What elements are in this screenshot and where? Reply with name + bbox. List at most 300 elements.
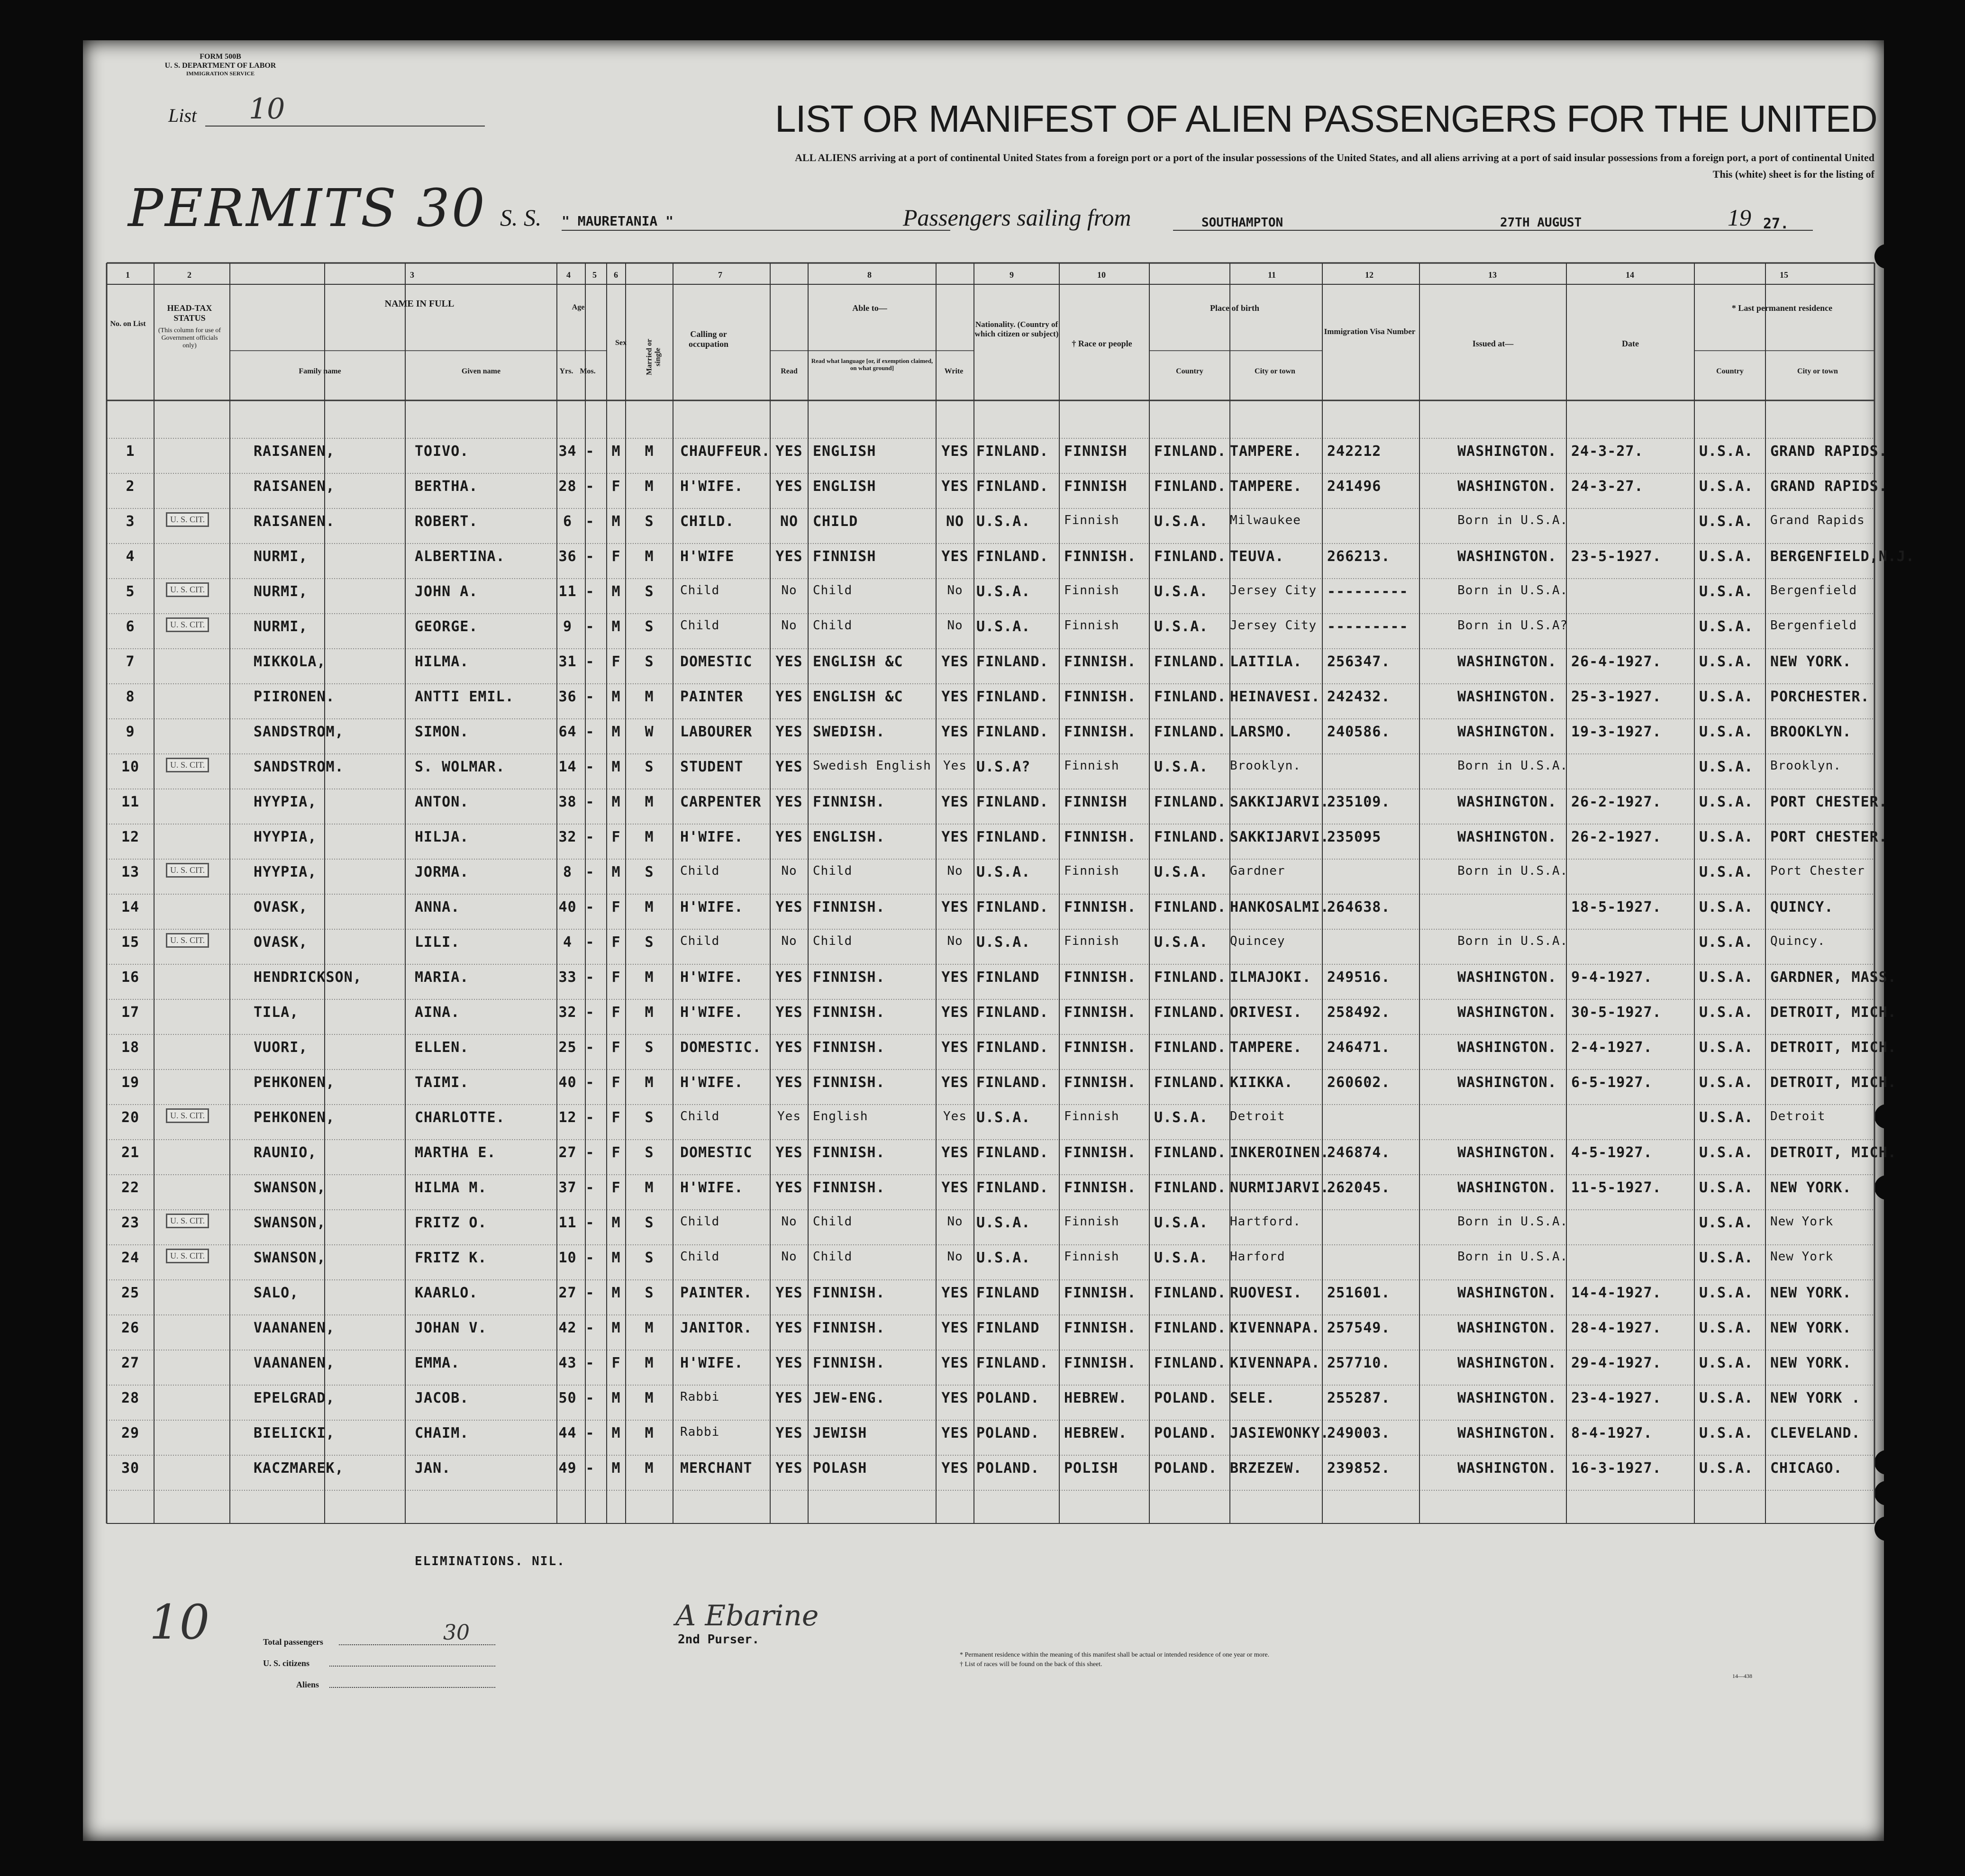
cell-rcity: PORT CHESTER. (1770, 794, 1888, 810)
cell-race: Finnish (1064, 864, 1119, 878)
cell-race: FINNISH (1064, 478, 1128, 495)
cell-ms: S (645, 1144, 654, 1161)
cell-visa: 264638. (1327, 899, 1391, 915)
cell-calling: H'WIFE. (680, 1074, 744, 1091)
column-number: 9 (1010, 270, 1014, 280)
cell-vdate: 23-5-1927. (1571, 548, 1662, 565)
cell-rcity: Port Chester (1770, 864, 1865, 878)
cell-write: YES (941, 794, 969, 810)
cell-race: FINNISH. (1064, 1074, 1137, 1091)
cell-given: JACOB. (415, 1390, 469, 1406)
cell-vdate: 24-3-27. (1571, 443, 1644, 460)
cell-nat: FINLAND. (976, 548, 1049, 565)
cell-no: 18 (121, 1039, 140, 1056)
cell-lang: ENGLISH &C (813, 689, 903, 705)
header-residence: * Last permanent residence (1731, 303, 1833, 313)
cell-lang: Child (813, 1250, 853, 1264)
cell-write: Yes (943, 759, 967, 773)
cell-read: YES (775, 548, 803, 565)
header-issued: Issued at— (1472, 339, 1514, 348)
cell-calling: H'WIFE. (680, 1179, 744, 1196)
cell-family: NURMI, (254, 618, 308, 635)
cell-bcountry: U.S.A. (1154, 759, 1209, 775)
cell-no: 9 (126, 724, 135, 740)
cell-nat: U.S.A. (976, 583, 1031, 600)
cell-rcountry: U.S.A. (1699, 1074, 1754, 1091)
departure-port: SOUTHAMPTON (1201, 216, 1283, 230)
cell-ms: M (645, 1004, 654, 1021)
form-number: FORM 500B (200, 53, 241, 61)
cell-read: No (781, 934, 797, 948)
cell-issued: WASHINGTON. (1457, 1460, 1557, 1477)
cell-write: No (947, 1214, 963, 1229)
cell-no: 7 (126, 653, 135, 670)
cell-given: GEORGE. (415, 618, 478, 635)
cell-no: 27 (121, 1355, 140, 1371)
cell-race: Finnish (1064, 1214, 1119, 1229)
cell-no: 5 (126, 583, 135, 600)
cell-mos: - (585, 618, 595, 635)
cell-rcity: BERGENFIELD,N.J. (1770, 548, 1915, 565)
cell-bcity: KIVENNAPA. (1230, 1355, 1320, 1371)
cell-mos: - (585, 899, 595, 915)
cell-bcountry: U.S.A. (1154, 1109, 1209, 1126)
us-citizen-stamp: U. S. CIT. (166, 1249, 209, 1263)
header-birth-country: Country (1176, 367, 1203, 375)
cell-no: 28 (121, 1390, 140, 1406)
cell-yrs: 37 (558, 1179, 577, 1196)
cell-bcountry: FINLAND. (1154, 724, 1227, 740)
cell-read: YES (775, 1144, 803, 1161)
us-citizen-stamp: U. S. CIT. (166, 512, 209, 527)
cell-bcountry: FINLAND. (1154, 1144, 1227, 1161)
cell-read: YES (775, 443, 803, 460)
cell-bcity: TAMPERE. (1230, 443, 1302, 460)
cell-rcity: CHICAGO. (1770, 1460, 1843, 1477)
cell-given: KAARLO. (415, 1285, 478, 1301)
cell-nat: U.S.A. (976, 1109, 1031, 1126)
cell-rcountry: U.S.A. (1699, 689, 1754, 705)
cell-mos: - (585, 548, 595, 565)
cell-nat: U.S.A. (976, 934, 1031, 951)
cell-calling: Rabbi (680, 1390, 720, 1404)
aliens-dots (329, 1687, 495, 1688)
cell-rcountry: U.S.A. (1699, 548, 1754, 565)
cell-mos: - (585, 583, 595, 600)
cell-no: 10 (121, 759, 140, 775)
cell-issued: WASHINGTON. (1457, 1039, 1557, 1056)
cell-lang: Child (813, 864, 853, 878)
cell-mos: - (585, 1214, 595, 1231)
cell-mos: - (585, 864, 595, 880)
cell-bcity: TEUVA. (1230, 548, 1284, 565)
cell-bcountry: U.S.A. (1154, 934, 1209, 951)
cell-visa: 257710. (1327, 1355, 1391, 1371)
cell-write: NO (946, 513, 964, 530)
header-date: Date (1622, 339, 1639, 348)
cell-lang: FINNISH. (813, 899, 885, 915)
cell-mos: - (585, 1460, 595, 1477)
cell-family: HYYPIA, (254, 829, 317, 845)
cell-ms: S (645, 1039, 654, 1056)
cell-yrs: 36 (558, 689, 577, 705)
cell-race: FINNISH. (1064, 1320, 1137, 1336)
cell-race: FINNISH. (1064, 724, 1137, 740)
cell-rcountry: U.S.A. (1699, 478, 1754, 495)
cell-sex: M (611, 724, 621, 740)
us-citizen-stamp: U. S. CIT. (166, 617, 209, 632)
cell-rcountry: U.S.A. (1699, 864, 1754, 880)
cell-race: FINNISH. (1064, 1144, 1137, 1161)
cell-ms: M (645, 478, 654, 495)
cell-nat: FINLAND. (976, 794, 1049, 810)
cell-nat: U.S.A. (976, 618, 1031, 635)
header-headtax-note: (This column for use of Government officials only) (158, 327, 221, 350)
cell-no: 26 (121, 1320, 140, 1336)
cell-lang: FINNISH. (813, 1179, 885, 1196)
cell-lang: FINNISH. (813, 1074, 885, 1091)
footnote-races: † List of races will be found on the back of this sheet. (960, 1661, 1102, 1668)
cell-nat: POLAND. (976, 1390, 1040, 1406)
cell-bcity: Jersey City (1230, 583, 1317, 598)
cell-nat: FINLAND. (976, 478, 1049, 495)
cell-race: FINNISH (1064, 443, 1128, 460)
cell-mos: - (585, 794, 595, 810)
cell-calling: PAINTER. (680, 1285, 753, 1301)
cell-sex: M (611, 864, 621, 880)
cell-calling: PAINTER (680, 689, 744, 705)
cell-vdate: 4-5-1927. (1571, 1144, 1653, 1161)
cell-lang: JEWISH (813, 1425, 867, 1441)
cell-nat: FINLAND. (976, 1144, 1049, 1161)
cell-race: FINNISH. (1064, 689, 1137, 705)
cell-vdate: 11-5-1927. (1571, 1179, 1662, 1196)
cell-rcountry: U.S.A. (1699, 1039, 1754, 1056)
header-yrs: Yrs. (559, 367, 573, 375)
cell-rcity: Detroit (1770, 1109, 1826, 1124)
cell-rcountry: U.S.A. (1699, 1355, 1754, 1371)
cell-calling: H'WIFE. (680, 1355, 744, 1371)
cell-issued: WASHINGTON. (1457, 548, 1557, 565)
cell-read: YES (775, 969, 803, 986)
cell-no: 30 (121, 1460, 140, 1477)
cell-race: HEBREW. (1064, 1425, 1128, 1441)
cell-given: S. WOLMAR. (415, 759, 505, 775)
cell-ms: M (645, 1355, 654, 1371)
cell-yrs: 44 (558, 1425, 577, 1441)
cell-calling: STUDENT (680, 759, 744, 775)
cell-given: MARIA. (415, 969, 469, 986)
cell-sex: M (611, 1320, 621, 1336)
cell-bcity: BRZEZEW. (1230, 1460, 1302, 1477)
cell-issued: Born in U.S.A. (1457, 1250, 1568, 1264)
cell-no: 6 (126, 618, 135, 635)
cell-bcountry: FINLAND. (1154, 1179, 1227, 1196)
cell-yrs: 64 (558, 724, 577, 740)
cell-no: 19 (121, 1074, 140, 1091)
cell-no: 22 (121, 1179, 140, 1196)
cell-rcountry: U.S.A. (1699, 1250, 1754, 1266)
cell-nat: FINLAND. (976, 443, 1049, 460)
cell-family: SALO, (254, 1285, 299, 1301)
cell-calling: LABOURER (680, 724, 753, 740)
cell-bcity: KIVENNAPA. (1230, 1320, 1320, 1336)
cell-lang: JEW-ENG. (813, 1390, 885, 1406)
cell-write: YES (941, 1179, 969, 1196)
cell-family: NURMI, (254, 548, 308, 565)
cell-no: 8 (126, 689, 135, 705)
cell-given: TAIMI. (415, 1074, 469, 1091)
cell-bcountry: U.S.A. (1154, 1214, 1209, 1231)
eliminations: ELIMINATIONS. NIL. (415, 1554, 565, 1568)
cell-issued: Born in U.S.A. (1457, 513, 1568, 527)
cell-nat: FINLAND. (976, 899, 1049, 915)
cell-ms: M (645, 548, 654, 565)
cell-lang: FINNISH. (813, 1320, 885, 1336)
cell-write: YES (941, 1460, 969, 1477)
cell-yrs: 8 (563, 864, 573, 880)
cell-sex: M (611, 1214, 621, 1231)
cell-family: EPELGRAD, (254, 1390, 335, 1406)
cell-issued: Born in U.S.A? (1457, 618, 1568, 633)
cell-yrs: 28 (558, 478, 577, 495)
cell-ms: M (645, 1425, 654, 1441)
cell-given: ANTTI EMIL. (415, 689, 514, 705)
cell-mos: - (585, 1425, 595, 1441)
cell-rcity: Grand Rapids (1770, 513, 1865, 527)
column-number: 13 (1488, 270, 1497, 280)
cell-given: JAN. (415, 1460, 451, 1477)
cell-sex: F (611, 1355, 621, 1371)
cell-bcity: Detroit (1230, 1109, 1285, 1124)
cell-rcountry: U.S.A. (1699, 1285, 1754, 1301)
column-number: 14 (1626, 270, 1634, 280)
cell-rcountry: U.S.A. (1699, 1320, 1754, 1336)
departure-date: 27TH AUGUST (1500, 216, 1582, 230)
us-citizen-stamp: U. S. CIT. (166, 933, 209, 948)
cell-family: HYYPIA, (254, 864, 317, 880)
cell-rcountry: U.S.A. (1699, 1109, 1754, 1126)
cell-write: YES (941, 653, 969, 670)
header-able: Able to— (852, 303, 887, 313)
cell-vdate: 6-5-1927. (1571, 1074, 1653, 1091)
cell-yrs: 27 (558, 1285, 577, 1301)
cell-mos: - (585, 478, 595, 495)
cell-mos: - (585, 829, 595, 845)
cell-nat: FINLAND. (976, 1179, 1049, 1196)
cell-vdate: 26-4-1927. (1571, 653, 1662, 670)
cell-issued: Born in U.S.A. (1457, 1214, 1568, 1229)
header-no: No. on List (110, 320, 146, 328)
cell-sex: F (611, 1039, 621, 1056)
cell-issued: WASHINGTON. (1457, 1074, 1557, 1091)
cell-calling: DOMESTIC (680, 653, 753, 670)
cell-yrs: 10 (558, 1250, 577, 1266)
column-number: 3 (410, 270, 414, 280)
cell-ms: M (645, 969, 654, 986)
cell-bcountry: U.S.A. (1154, 864, 1209, 880)
cell-mos: - (585, 934, 595, 951)
cell-bcountry: FINLAND. (1154, 969, 1227, 986)
cell-sex: M (611, 618, 621, 635)
cell-rcountry: U.S.A. (1699, 969, 1754, 986)
cell-vdate: 30-5-1927. (1571, 1004, 1662, 1021)
cell-given: EMMA. (415, 1355, 460, 1371)
cell-ms: M (645, 1320, 654, 1336)
cell-read: YES (775, 1460, 803, 1477)
cell-family: MIKKOLA, (254, 653, 326, 670)
cell-rcity: BROOKLYN. (1770, 724, 1852, 740)
cell-given: JOHAN V. (415, 1320, 487, 1336)
cell-sex: M (611, 1285, 621, 1301)
cell-nat: FINLAND (976, 1285, 1040, 1301)
us-citizen-stamp: U. S. CIT. (166, 1214, 209, 1228)
cell-rcity: DETROIT, MICH. (1770, 1074, 1897, 1091)
cell-no: 15 (121, 934, 140, 951)
cell-nat: U.S.A. (976, 513, 1031, 530)
header-read-lang: Read what language [or, if exemption claimed, on what ground] (811, 357, 933, 372)
cell-bcountry: U.S.A. (1154, 583, 1209, 600)
cell-family: KACZMAREK, (254, 1460, 344, 1477)
cell-given: BERTHA. (415, 478, 478, 495)
cell-yrs: 9 (563, 618, 573, 635)
header-nationality: Nationality. (Country of which citizen or subject) (974, 320, 1059, 338)
cell-visa: --------- (1327, 583, 1409, 600)
cell-bcity: Milwaukee (1230, 513, 1301, 527)
cell-ms: S (645, 583, 654, 600)
service: IMMIGRATION SERVICE (186, 70, 255, 77)
cell-nat: FINLAND. (976, 1074, 1049, 1091)
cell-calling: DOMESTIC (680, 1144, 753, 1161)
cell-yrs: 25 (558, 1039, 577, 1056)
cell-mos: - (585, 1109, 595, 1126)
cell-race: Finnish (1064, 618, 1119, 633)
cell-read: No (781, 1250, 797, 1264)
cell-rcity: Bergenfield (1770, 583, 1857, 598)
cell-ms: M (645, 1074, 654, 1091)
cell-race: Finnish (1064, 1250, 1119, 1264)
cell-rcity: Quincy. (1770, 934, 1826, 948)
cell-vdate: 18-5-1927. (1571, 899, 1662, 915)
cell-sex: F (611, 1074, 621, 1091)
cell-sex: F (611, 829, 621, 845)
cell-write: YES (941, 899, 969, 915)
cell-ms: M (645, 1460, 654, 1477)
cell-given: SIMON. (415, 724, 469, 740)
cell-read: YES (775, 794, 803, 810)
header-name: NAME IN FULL (384, 299, 455, 309)
cell-ms: M (645, 899, 654, 915)
cell-bcountry: FINLAND. (1154, 1074, 1227, 1091)
cell-issued: WASHINGTON. (1457, 689, 1557, 705)
header-res-city: City or town (1797, 367, 1838, 375)
cell-rcity: NEW YORK. (1770, 1320, 1852, 1336)
cell-family: HYYPIA, (254, 794, 317, 810)
cell-race: HEBREW. (1064, 1390, 1128, 1406)
header-headtax: HEAD-TAX STATUS (167, 303, 212, 323)
cell-sex: M (611, 759, 621, 775)
cell-calling: MERCHANT (680, 1460, 753, 1477)
cell-write: No (947, 864, 963, 878)
cell-rcountry: U.S.A. (1699, 759, 1754, 775)
cell-vdate: 14-4-1927. (1571, 1285, 1662, 1301)
year-suffix: 27. (1763, 216, 1789, 232)
cell-vdate: 23-4-1927. (1571, 1390, 1662, 1406)
cell-read: Yes (777, 1109, 801, 1124)
cell-bcity: Jersey City (1230, 618, 1317, 633)
header-calling: Calling or occupation (688, 329, 728, 349)
cell-ms: S (645, 864, 654, 880)
total-passengers-value: 30 (443, 1621, 470, 1645)
cell-visa: 239852. (1327, 1460, 1391, 1477)
cell-visa: 246874. (1327, 1144, 1391, 1161)
cell-family: HENDRICKSON, (254, 969, 362, 986)
cell-sex: M (611, 794, 621, 810)
cell-visa: 249516. (1327, 969, 1391, 986)
cell-race: FINNISH. (1064, 1039, 1137, 1056)
cell-ms: M (645, 794, 654, 810)
cell-calling: H'WIFE. (680, 829, 744, 845)
cell-bcountry: U.S.A. (1154, 1250, 1209, 1266)
cell-rcountry: U.S.A. (1699, 1425, 1754, 1441)
cell-race: Finnish (1064, 583, 1119, 598)
cell-rcountry: U.S.A. (1699, 443, 1754, 460)
cell-sex: F (611, 969, 621, 986)
cell-vdate: 2-4-1927. (1571, 1039, 1653, 1056)
cell-bcountry: FINLAND. (1154, 829, 1227, 845)
cell-lang: FINNISH. (813, 1004, 885, 1021)
cell-rcountry: U.S.A. (1699, 1390, 1754, 1406)
cell-ms: W (645, 724, 654, 740)
cell-family: RAISANEN, (254, 443, 335, 460)
cell-given: MARTHA E. (415, 1144, 496, 1161)
cell-issued: WASHINGTON. (1457, 1390, 1557, 1406)
cell-write: YES (941, 443, 969, 460)
cell-sex: M (611, 1425, 621, 1441)
cell-bcountry: POLAND. (1154, 1460, 1218, 1477)
cell-vdate: 25-3-1927. (1571, 689, 1662, 705)
cell-no: 12 (121, 829, 140, 845)
cell-write: YES (941, 969, 969, 986)
cell-lang: ENGLISH (813, 443, 876, 460)
cell-issued: WASHINGTON. (1457, 969, 1557, 986)
cell-ms: M (645, 1179, 654, 1196)
header-given: Given name (461, 367, 501, 375)
cell-bcity: JASIEWONKY. (1230, 1425, 1329, 1441)
cell-calling: CHILD. (680, 513, 735, 530)
cell-rcountry: U.S.A. (1699, 1214, 1754, 1231)
cell-visa: 258492. (1327, 1004, 1391, 1021)
cell-family: BIELICKI, (254, 1425, 335, 1441)
cell-given: ANTON. (415, 794, 469, 810)
cell-write: YES (941, 724, 969, 740)
cell-issued: WASHINGTON. (1457, 1144, 1557, 1161)
header-race: † Race or people (1072, 339, 1132, 348)
cell-lang: Child (813, 583, 853, 598)
cell-calling: H'WIFE. (680, 969, 744, 986)
manifest-subtitle: ALL ALIENS arriving at a port of continental United States from a foreign port or a port of the insular possessions of the United States, and all aliens arriving at a port of said insular possessions from a foreign port, a port of continental United (795, 152, 1874, 163)
cell-yrs: 32 (558, 829, 577, 845)
cell-calling: JANITOR. (680, 1320, 753, 1336)
cell-mos: - (585, 1320, 595, 1336)
cell-yrs: 33 (558, 969, 577, 986)
cell-given: HILMA. (415, 653, 469, 670)
cell-given: LILI. (415, 934, 460, 951)
ship-name: " MAURETANIA " (562, 213, 674, 229)
cell-read: No (781, 1214, 797, 1229)
cell-rcity: PORCHESTER. (1770, 689, 1870, 705)
cell-vdate: 26-2-1927. (1571, 829, 1662, 845)
